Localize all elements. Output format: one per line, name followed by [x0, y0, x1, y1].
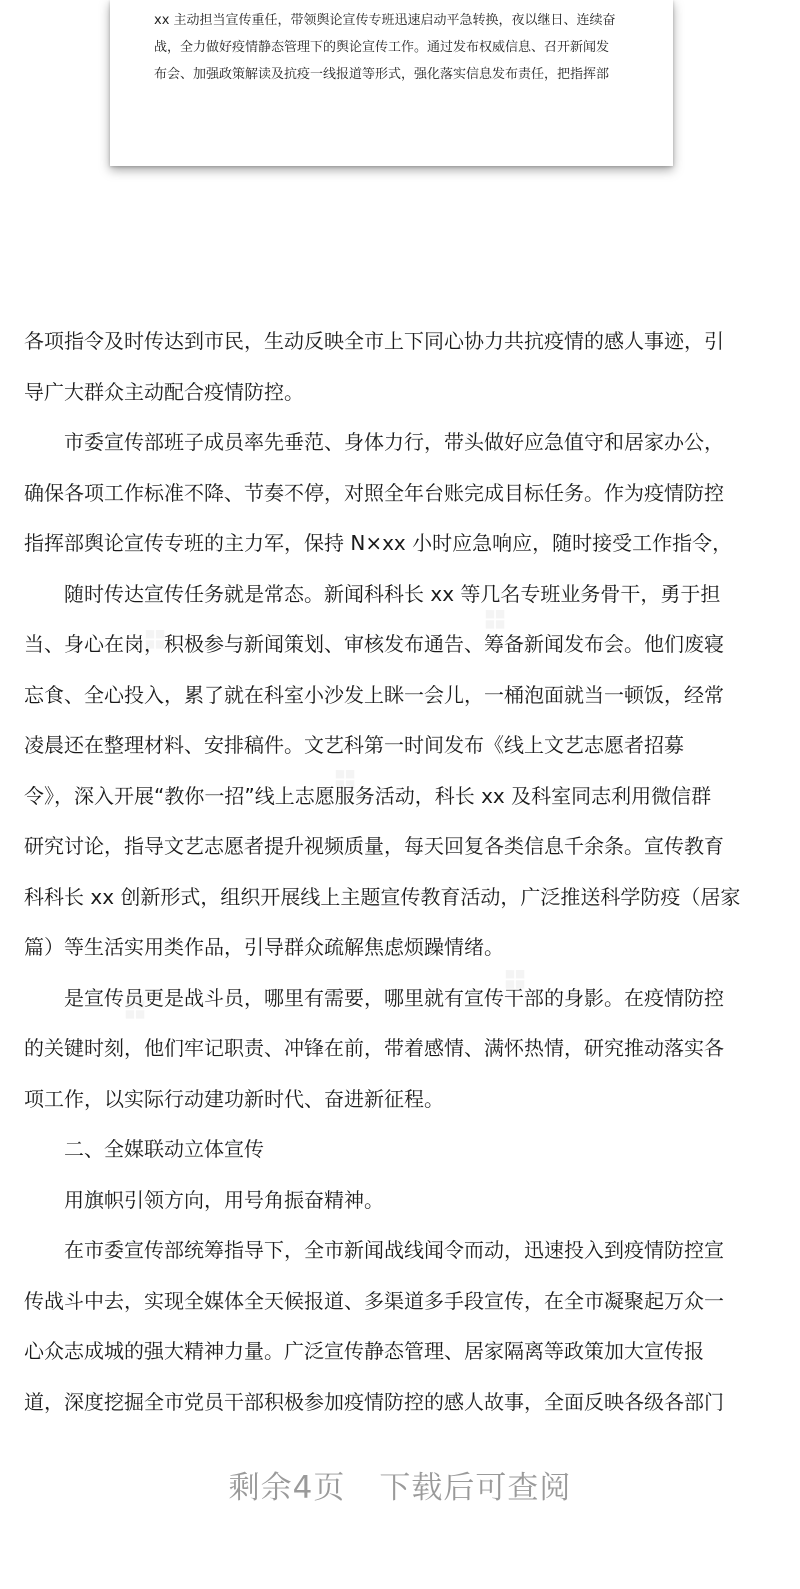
article-line: 是宣传员更是战斗员，哪里有需要，哪里就有宣传干部的身影。在疫情防控 [64, 985, 724, 1010]
article-line: 令》，深入开展“教你一招”线上志愿服务活动，科长 xx 及科室同志利用微信群 [24, 783, 712, 808]
section-heading: 二、全媒联动立体宣传 [64, 1137, 264, 1161]
article-body [24, 316, 776, 1427]
article-line: 道，深度挖掘全市党员干部积极参加疫情防控的感人故事，全面反映各级各部门 [24, 1389, 724, 1414]
article-line: 随时传达宣传任务就是常态。新闻科科长 xx 等几名专班业务骨干，勇于担 [64, 581, 721, 606]
article-line: 凌晨还在整理材料、安排稿件。文艺科第一时间发布《线上文艺志愿者招募 [24, 733, 684, 757]
preview-line: xx 主动担当宣传重任，带领舆论宣传专班迅速启动平急转换，夜以继日、连续奋 [154, 13, 616, 28]
article-line: 用旗帜引领方向，用号角振奋精神。 [64, 1187, 384, 1212]
article-line: 在市委宣传部统筹指导下，全市新闻战线闻令而动，迅速投入到疫情防控宣 [64, 1238, 724, 1262]
article-line: 的关键时刻，他们牢记职责、冲锋在前，带着感情、满怀热情，研究推动落实各 [24, 1036, 724, 1060]
article-line: 确保各项工作标准不降、节奏不停，对照全年台账完成目标任务。作为疫情防控 [24, 480, 724, 505]
download-to-view-label: 下载后可查阅 [379, 1470, 572, 1506]
article-line: 研究讨论，指导文艺志愿者提升视频质量，每天回复各类信息千余条。宣传教育 [24, 834, 724, 858]
article-line: 当、身心在岗，积极参与新闻策划、审核发布通告、筹备新闻发布会。他们废寝 [24, 632, 724, 656]
preview-line: 战，全力做好疫情静态管理下的舆论宣传工作。通过发布权威信息、召开新闻发 [154, 40, 610, 55]
article-line: 忘食、全心投入，累了就在科室小沙发上眯一会儿，一桶泡面就当一顿饭，经常 [24, 682, 724, 707]
document-preview-card [110, 0, 673, 166]
remaining-pages-label: 剩余4页 [228, 1470, 346, 1506]
article-line: 篇）等生活实用类作品，引导群众疏解焦虑烦躁情绪。 [24, 935, 504, 959]
download-prompt[interactable] [0, 1462, 800, 1507]
article-line: 指挥部舆论宣传专班的主力军，保持 N×xx 小时应急响应，随时接受工作指令， [24, 531, 733, 555]
article-line: 各项指令及时传达到市民，生动反映全市上下同心协力共抗疫情的感人事迹，引 [24, 329, 724, 353]
preview-line: 布会、加强政策解读及抗疫一线报道等形式，强化落实信息发布责任，把指挥部 [154, 67, 610, 82]
article-line: 导广大群众主动配合疫情防控。 [24, 379, 304, 404]
article-line: 传战斗中去，实现全媒体全天候报道、多渠道多手段宣传，在全市凝聚起万众一 [24, 1288, 724, 1313]
article-line: 心众志成城的强大精神力量。广泛宣传静态管理、居家隔离等政策加大宣传报 [24, 1339, 704, 1363]
article-line: 科科长 xx 创新形式，组织开展线上主题宣传教育活动，广泛推送科学防疫（居家 [24, 884, 741, 909]
article-line: 市委宣传部班子成员率先垂范、身体力行，带头做好应急值守和居家办公， [64, 430, 724, 454]
article-line: 项工作，以实际行动建功新时代、奋进新征程。 [24, 1086, 444, 1111]
